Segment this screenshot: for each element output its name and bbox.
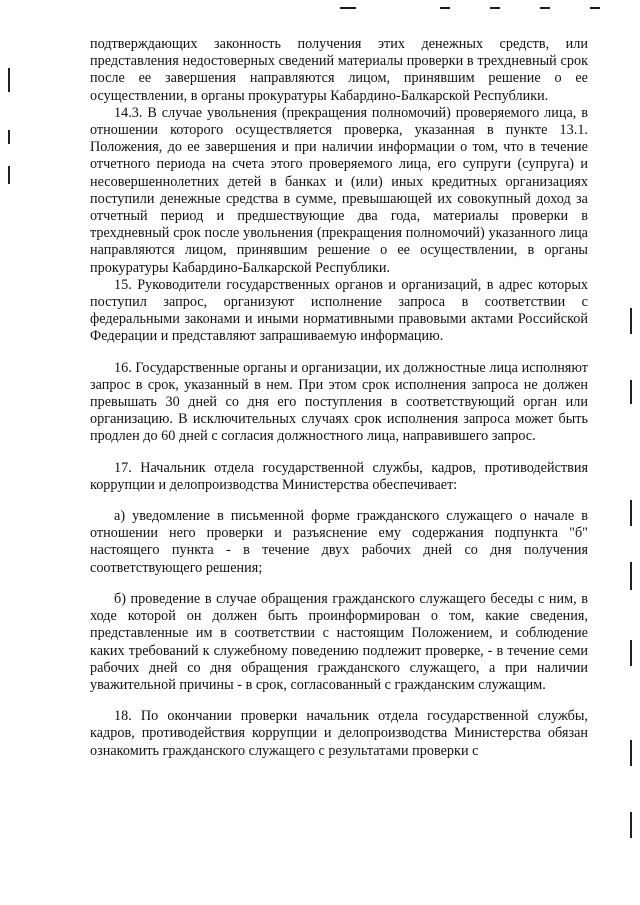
paragraph-17: 17. Начальник отдела государственной службы, кадров, противодействия коррупции и делопроизводства Министерства обеспечивает:: [90, 459, 588, 493]
scan-edge-line: [8, 166, 10, 184]
scan-edge-line: [8, 130, 10, 144]
paragraph-continuation: подтверждающих законность получения этих денежных средств, или представления недостоверных сведений материалы проверки в трехдневный срок после ее завершения направляются лицом, принявшим решение о ее осуществлении, в органы прокуратуры Кабардино-Балкарской Республики.: [90, 36, 588, 104]
scan-mark: [590, 7, 600, 9]
paragraph-18: 18. По окончании проверки начальник отдела государственной службы, кадров, противодействия коррупции и делопроизводства Министерства обязан ознакомить гражданского служащего с результатами проверки с: [90, 708, 588, 759]
paragraph-17-a: а) уведомление в письменной форме гражданского служащего о начале в отношении него проверки и разъяснение ему содержания подпункта "б" настоящего пункта - в течение двух рабочих дней со дня получения соответствующего решения;: [90, 508, 588, 576]
scan-mark: [340, 7, 356, 9]
scan-mark: [490, 7, 500, 9]
document-body: [90, 36, 588, 760]
scan-edge-line: [630, 640, 632, 666]
scan-mark: [440, 7, 450, 9]
scan-edge-line: [630, 380, 632, 404]
scan-edge-line: [630, 740, 632, 766]
paragraph-16: 16. Государственные органы и организации, их должностные лица исполняют запрос в срок, указанный в нем. При этом срок исполнения запроса не должен превышать 30 дней со дня его поступления в соответствующий орган или организацию. В исключительных случаях срок исполнения запроса может быть продлен до 60 дней с согласия должностного лица, направившего запрос.: [90, 359, 588, 445]
paragraph-14-3: 14.3. В случае увольнения (прекращения полномочий) проверяемого лица, в отношении которого осуществляется проверка, указанная в пункте 13.1. Положения, до ее завершения и при наличии информации о том, что в течение отчетного периода на счета этого проверяемого лица, его супруги (супруга) и несовершеннолетних детей в банках и (или) иных кредитных организациях поступили денежные средства в сумме, превышающей их совокупный доход за отчетный период и предшествующие два года, материалы проверки в трехдневный срок после увольнения (прекращения полномочий) указанного лица направляются лицом, принявшим решение о ее осуществлении, в органы прокуратуры Кабардино-Балкарской Республики.: [90, 104, 588, 276]
scan-edge-line: [630, 812, 632, 838]
scan-mark: [540, 7, 550, 9]
scan-edge-line: [8, 68, 10, 92]
scan-edge-line: [630, 562, 632, 590]
paragraph-15: 15. Руководители государственных органов и организаций, в адрес которых поступил запрос, организуют исполнение запроса в соответствии с федеральными законами и иными нормативными правовыми актами Российской Федерации и представляют запрашиваемую информацию.: [90, 276, 588, 345]
scan-edge-line: [630, 500, 632, 526]
scan-edge-line: [630, 308, 632, 334]
paragraph-17-b: б) проведение в случае обращения гражданского служащего беседы с ним, в ходе которой он должен быть проинформирован о том, какие сведения, представленные им в соответствии с настоящим Положением, и соблюдение каких требований к служебному поведению подлежит проверке, - в течение семи рабочих дней со дня обращения гражданского служащего, а при наличии уважительной причины - в срок, согласованный с гражданским служащим.: [90, 590, 588, 693]
